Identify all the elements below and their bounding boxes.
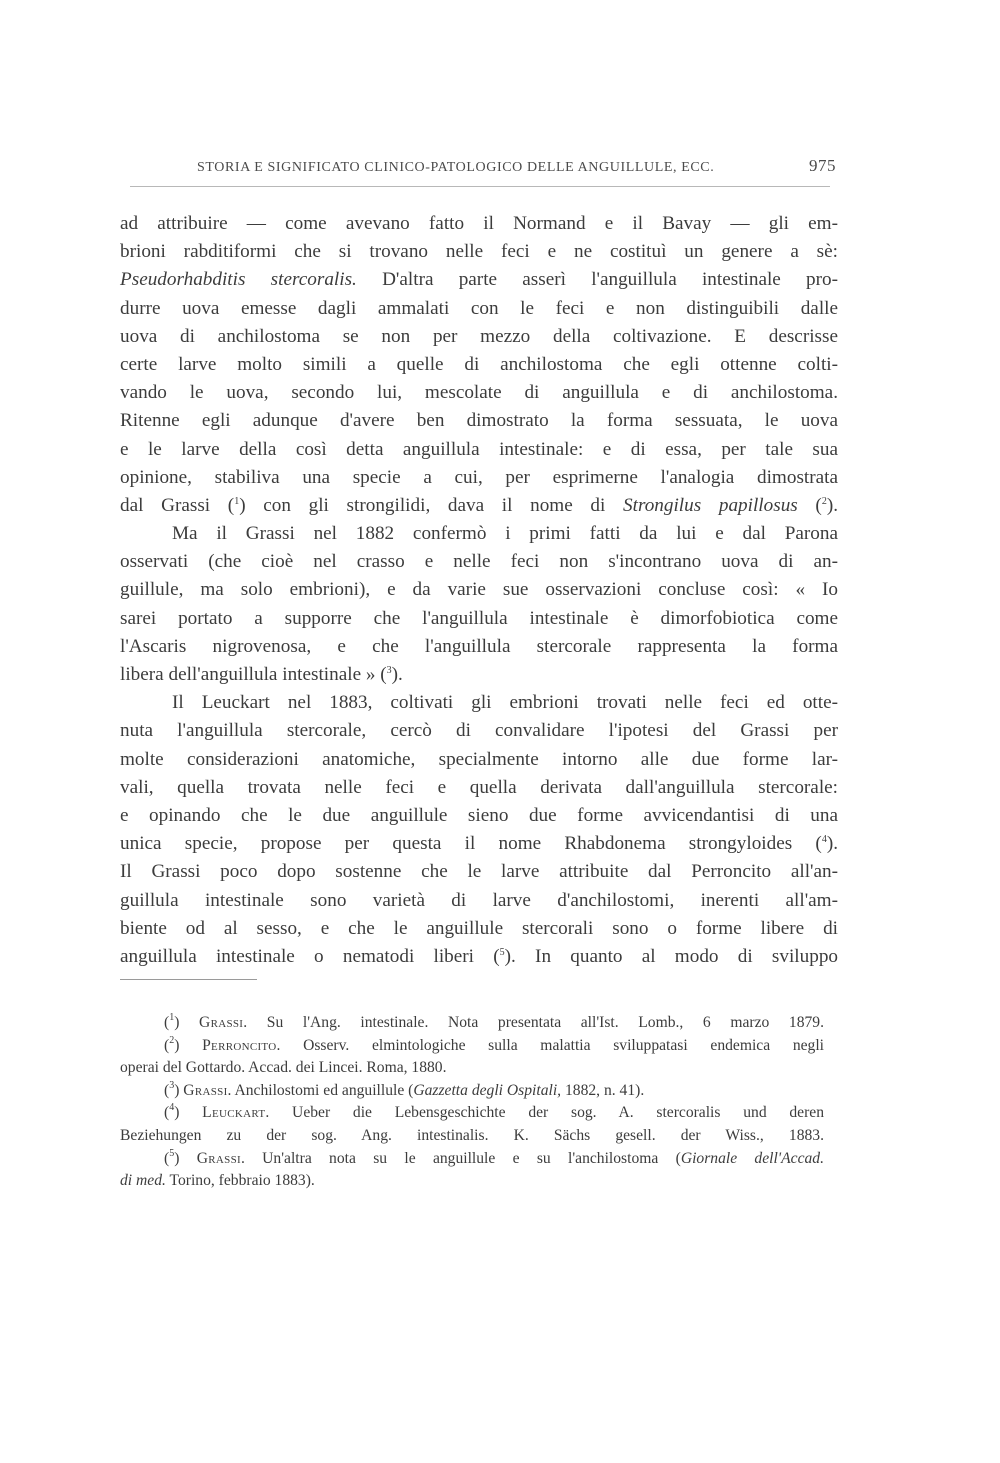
text-line: e le larve della così detta anguillula intestinale: e di essa, per tale sua — [120, 438, 838, 460]
running-head — [120, 156, 840, 186]
text-line: dal Grassi ($^1$) con gli strongilidi, dava il nome di Strongilus papillosus ($^2$). — [120, 494, 839, 516]
text-line: ad attribuire — come avevano fatto il Normand e il Bavay — gli em- — [120, 213, 838, 234]
text-line: Il Grassi poco dopo sostenne che le larve attribuite dal Perroncito all'an- — [120, 861, 838, 883]
text-line: sarei portato a supporre che l'anguillula intestinale è dimorfobiotica come — [120, 607, 838, 629]
footnote-line: ($^4$) Leuckart. Ueber die Lebensgeschichte der sog. A. stercoralis und deren — [164, 1102, 825, 1122]
footnote-line: di med. Torino, febbraio 1883). — [120, 1172, 315, 1190]
footnote-ref: 1 — [234, 495, 240, 507]
text-line: l'Ascaris nigrovenosa, e che l'anguillula stercorale rappresenta la forma — [120, 635, 838, 657]
author-name: Grassi — [199, 1014, 244, 1031]
footnote-ref: 3 — [386, 665, 392, 676]
page-number: 975 — [809, 156, 836, 175]
text-line: opinione, stabiliva una specie a cui, per esprimerne l'analogia dimostrata — [120, 466, 838, 488]
text-line: biente od al sesso, e che le anguillule stercorali sono o forme libere di — [120, 917, 838, 939]
journal-title: Giornale dell'Accad. — [680, 1149, 825, 1167]
footnote-line: operai del Gottardo. Accad. dei Lincei. Roma, 1880. — [120, 1059, 447, 1077]
text-line: osservati (che cioè nel crasso e nelle feci non s'incontrano uova di an- — [120, 551, 838, 573]
text-line: nuta l'anguillula stercorale, cercò di convalidare l'ipotesi del Grassi per — [120, 720, 838, 742]
species-name: Pseudorhabditis stercoralis. — [120, 269, 357, 291]
footnote-line: ($^1$) Grassi. Su l'Ang. intestinale. Nota presentata all'Ist. Lomb., 6 marzo 1879. — [164, 1012, 824, 1031]
text-line: certe larve molto simili a quelle di anchilostoma che egli ottenne colti- — [120, 353, 838, 375]
author-name: Grassi — [183, 1081, 228, 1099]
header-rule — [130, 186, 830, 187]
text-line: brioni rabditiformi che si trovano nelle feci e ne costituì un genere a sè: — [120, 241, 838, 263]
footnote-ref: 5 — [499, 946, 505, 958]
journal-title: di med. — [120, 1172, 166, 1190]
footnote-line: Beziehungen zu der sog. Ang. intestinalis. K. Sächs gesell. der Wiss., 1883. — [120, 1126, 824, 1144]
footnote-ref: 4 — [821, 834, 827, 846]
footnotes — [120, 1012, 824, 1193]
author-name: Leuckart — [202, 1104, 266, 1122]
text-line: e opinando che le due anguillule sieno due forme avvicendantisi di una — [120, 804, 838, 826]
text-line: vali, quella trovata nelle feci e quella derivata dall'anguillula stercorale: — [120, 776, 838, 798]
text-line: unica specie, propose per questa il nome Rhabdonema strongyloides ($^4$). — [120, 833, 838, 855]
footnote-line: ($^5$) Grassi. Un'altra nota su le anguillule e su l'anchilostoma (Giornale dell'Accad. — [164, 1147, 825, 1167]
text-line: durre uova emesse dagli ammalati con le feci e non distinguibili dalle — [120, 297, 838, 319]
footnote-ref: 2 — [821, 495, 827, 507]
text-line: anguillula intestinale o nematodi liberi ($^5$). In quanto al modo di sviluppo — [120, 945, 839, 967]
text-line: molte considerazioni anatomiche, specialmente intorno alle due forme lar- — [120, 748, 838, 770]
text-line: Ma il Grassi nel 1882 confermò i primi fatti da lui e dal Parona — [172, 523, 838, 545]
text-line: Ritenne egli adunque d'avere ben dimostrato la forma sessuata, le uova — [120, 410, 838, 432]
text-line: guillule, ma solo embrioni), e da varie sue osservazioni concluse così: « Io — [120, 579, 838, 601]
running-title: STORIA E SIGNIFICATO CLINICO-PATOLOGICO DELLE ANGUILLULE, ECC. — [197, 160, 715, 175]
text-line: libera dell'anguillula intestinale » ($^3$). — [120, 664, 403, 685]
text-line: Il Leuckart nel 1883, coltivati gli embrioni trovati nelle feci ed otte- — [172, 692, 838, 714]
footnote-line: ($^2$) Perroncito. Osserv. elmintologiche sulla malattia sviluppatasi endemica negli — [164, 1034, 824, 1054]
text-line: uova di anchilostoma se non per mezzo della coltivazione. E descrisse — [120, 325, 838, 347]
footnote-rule — [120, 979, 257, 980]
text-line: guillula intestinale sono varietà di larve d'anchilostomi, inerenti all'am- — [120, 889, 838, 911]
author-name: Grassi — [196, 1149, 241, 1167]
author-name: Perroncito — [202, 1036, 277, 1054]
text-line: Pseudorhabditis stercoralis. D'altra parte asserì l'anguillula intestinale pro- — [120, 269, 838, 291]
text-line: vando le uova, secondo lui, mescolate di anguillula e di anchilostoma. — [120, 382, 838, 404]
journal-title: Gazzetta degli Ospitali, — [413, 1081, 562, 1099]
species-name: Strongilus papillosus — [623, 494, 798, 516]
footnote-line: ($^3$) Grassi. Anchilostomi ed anguillule (Gazzetta degli Ospitali, 1882, n. 41). — [164, 1079, 645, 1099]
body-text — [120, 210, 838, 971]
